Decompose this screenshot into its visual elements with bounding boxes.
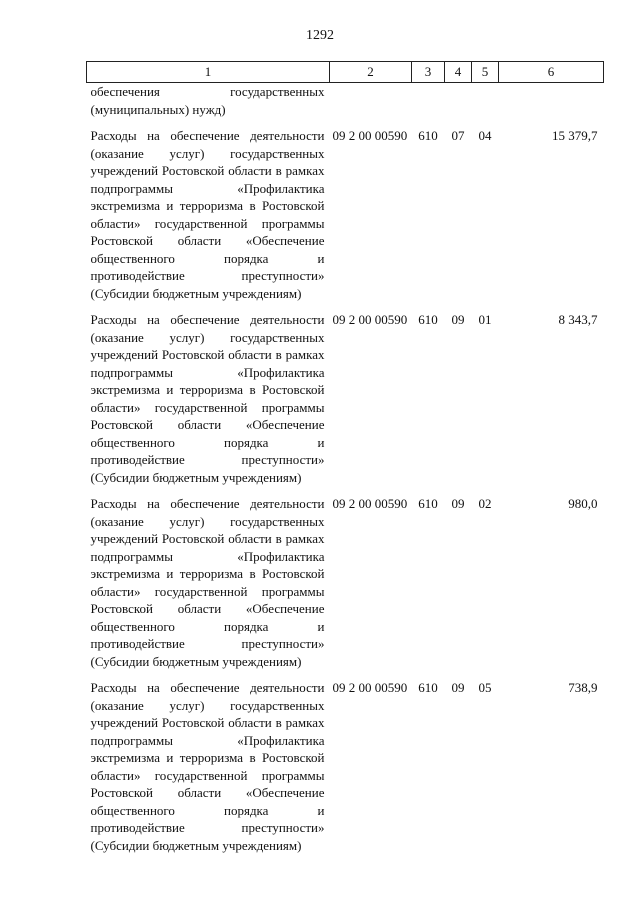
header-col-1: 1: [87, 62, 330, 83]
row-subsection: 02: [478, 496, 492, 511]
row-subsection: 04: [478, 128, 492, 143]
row-sum: 738,9: [568, 680, 598, 695]
table-header: [87, 62, 604, 83]
row-name: Расходы на обеспечение деятельности (оказание услуг) государственных учреждений Ростовской области в рамках подпрограммы «Профилактика экстремизма и терроризма в Ростовской области» государственной программы Ростовской области «Обеспечение общественного порядка и противодействие преступности» (Субсидии бюджетным учреждениям): [90, 312, 325, 485]
row-section: 09: [451, 496, 465, 511]
header-col-3: 3: [412, 62, 445, 83]
header-col-4: 4: [445, 62, 472, 83]
row-section: 09: [451, 680, 465, 695]
table-row: [87, 486, 604, 670]
row-target-code: 09 2 00 00590: [332, 128, 408, 143]
continuation-text: обеспечения государственных (муниципальных) нужд): [90, 84, 325, 117]
row-expense-type: 610: [418, 312, 438, 327]
table-row: [87, 670, 604, 854]
row-expense-type: 610: [418, 496, 438, 511]
row-name: Расходы на обеспечение деятельности (оказание услуг) государственных учреждений Ростовской области в рамках подпрограммы «Профилактика экстремизма и терроризма в Ростовской области» государственной программы Ростовской области «Обеспечение общественного порядка и противодействие преступности» (Субсидии бюджетным учреждениям): [90, 128, 325, 301]
continuation-row: [87, 83, 604, 119]
header-col-6: 6: [499, 62, 604, 83]
page-number: 1292: [306, 28, 334, 43]
row-target-code: 09 2 00 00590: [332, 680, 408, 695]
row-sum: 8 343,7: [558, 312, 598, 327]
header-col-2: 2: [330, 62, 412, 83]
row-subsection: 05: [478, 680, 492, 695]
row-section: 07: [451, 128, 465, 143]
row-sum: 980,0: [568, 496, 598, 511]
table-row: [87, 118, 604, 302]
row-name: Расходы на обеспечение деятельности (оказание услуг) государственных учреждений Ростовской области в рамках подпрограммы «Профилактика экстремизма и терроризма в Ростовской области» государственной программы Ростовской области «Обеспечение общественного порядка и противодействие преступности» (Субсидии бюджетным учреждениям): [90, 496, 325, 669]
row-name: Расходы на обеспечение деятельности (оказание услуг) государственных учреждений Ростовской области в рамках подпрограммы «Профилактика экстремизма и терроризма в Ростовской области» государственной программы Ростовской области «Обеспечение общественного порядка и противодействие преступности» (Субсидии бюджетным учреждениям): [90, 680, 325, 853]
table-row: [87, 302, 604, 486]
row-subsection: 01: [478, 312, 492, 327]
row-section: 09: [451, 312, 465, 327]
row-target-code: 09 2 00 00590: [332, 312, 408, 327]
budget-table: [86, 61, 604, 854]
row-sum: 15 379,7: [552, 128, 598, 143]
header-col-5: 5: [472, 62, 499, 83]
row-target-code: 09 2 00 00590: [332, 496, 408, 511]
row-expense-type: 610: [418, 128, 438, 143]
row-expense-type: 610: [418, 680, 438, 695]
